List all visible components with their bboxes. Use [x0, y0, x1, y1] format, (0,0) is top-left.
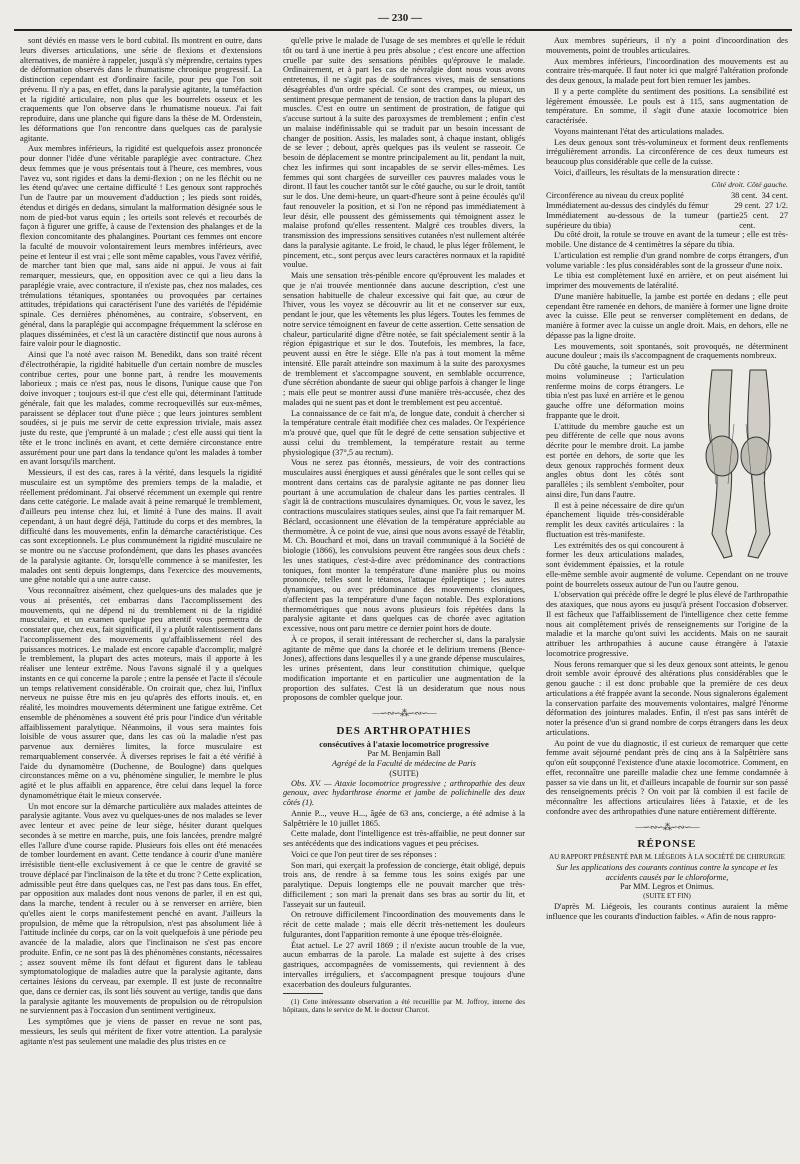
paragraph: Il y a perte complète du sentiment des positions. La sensibilité est légèrement émoussée. Le pouls est à 115, sans augmentation de température. En somme, il s'agit d'une ataxie locomotrice bien caractérisée. — [546, 86, 788, 125]
measurement-right: 38 cent. — [730, 191, 758, 201]
measurement-right: 25 cent. — [739, 210, 769, 220]
measurement-label: Immédiatement au-dessus des cindylés du fémur — [546, 201, 709, 210]
measurement-header: Côté droit. Côté gauche. — [711, 179, 788, 189]
reponse-title: RÉPONSE — [637, 838, 697, 851]
measurement-right: 29 cent. — [734, 201, 761, 210]
paragraph: Le tibia est complètement luxé en arrière, et on peut aisément lui imprimer des mouvements de latéralité. — [546, 271, 788, 290]
paragraph: À ce propos, il serait intéressant de rechercher si, dans la paralysie agitante de même que dans la chorée et le delirium tremens (Bence-Jones), affections dans lesquelles il y a une grande dépense musculaires, les urines présentent, dans leur constitution chimique, quelque modification importante et en particulier une augmentation de la proportion des sulfates. C'est là un desideratum que nous nous proposons de combler quelque jour. — [283, 634, 525, 703]
column-2 — [283, 36, 525, 1016]
paragraph: Aux membres inférieurs, la rigidité est quelquefois assez prononcée pour donner l'idée d'une véritable paraplégie avec contracture. Chez deux femmes que je vous présentais tout à l'heure, ces membres, vous l'avez vu, sont rigides et dans la demi-flexion ; on ne les fléchit ou ne les étend qu'avec une certaine difficulté ! Les genoux sont rapprochés l'un de l'autre par un mouvement d'adduction ; les pieds sont roidés, étendus et dirigés en dedans, simulant la malformation désignée sous le nom de pied-bot varus equin ; les orteils sont relevés et recourbés de façon à figurer une griffe, à cause de l'extension des phalanges et de la flexion concomitante des phalangines. Pourtant ces femmes ont encore la faculté de mouvoir volontairement leurs membres inférieurs, avec peine et lenteur il est vrai ; elle sont même capables, vous l'avez vérifié, de marcher tant bien que mal, sans aide ni appui. Je vous ai fait remarquer, messieurs, que, en opposition avec ce qui a lieu dans la paraplégie vraie, avec contracture, il n'existe pas, chez nos malades, ces trémulations tétaniques, spontanées ou provoquées par certaines attitudes, trépidations qui caractérisent l'une des variétés de l'épidémie spinale. Ces dernières phénomènes, au contraire, s'observent, en général, dans la paraplégie qui accompagne fréquemment la sclérose en plaques disséminées, et c'est là un caractère distinctif que nous aurons à faire valoir pour le diagnostic. — [20, 144, 262, 349]
paragraph: Les deux genoux sont très-volumineux et forment deux renflements irrégulièrement arrondis. La circonférence de ces deux tumeurs est beaucoup plus considérable que celle de la cuisse. — [546, 137, 788, 166]
article-author-title: Agrégé de la Faculté de médecine de Paris — [332, 759, 476, 768]
ornament-divider: —∽∾∽⁂∽∾∽— — [372, 708, 436, 718]
paragraph: Mais une sensation très-pénible encore qu'éprouvent les malades et que je n'ai trouvée mentionnée dans aucune description, c'est une sensation habituelle de chaleur excessive qui fait que, au cœur de l'hiver, vous les voyez se découvrir au lit et ne conserver sur eux, pendant le jour, que les vêtements les plus légers. Toutes les femmes de notre service témoignent en faveur de cette assertion. Cette sensation de chaleur, particularité digne d'être notée, se fait spécialement sentir à la région épigastrique et sur le dos. Toutefois, les membres, la face, peuvent aussi en être le siège. Elle n'a pas à tout moment la même intensité. Elle paraît atteindre son maximum à la suite des paroxysmes de tremblement et s'accompagne souvent, en semblable occurrence, d'une sécrétion abondante de sueur qui oblige parfois à changer le linge ; mais elle peut se montrer aussi d'une manière très-accusée, chez des malades qui ne suent pas et dont le tremblement est peu accentué. — [283, 271, 525, 407]
paragraph: Ainsi que l'a noté avec raison M. Benedikt, dans son traité récent d'électrothérapie, la rigidité habituelle d'un certain nombre de muscles contribue certes, pour une bonne part, à rendre les mouvements laborieux ; mais ce n'est pas, nous le disons, l'unique cause que l'on doive invoquer ; toujours est-il que c'est elle qui, déterminant l'attitude générale, fait que les malades, comme recroquevillés sur eux-mêmes, paraissent se déplacer tout d'une pièce ; que leurs jointures semblent soudées, si je puis me servir de cette expression triviale, mais assez juste du reste, que j'emprunté à un malade ; c'est elle aussi qui tient la tête et le tronc inclinés en avant, et cette dernière circonstance entre assurément pour une part dans la tendance qu'ont les malades à tomber en avant lorsqu'ils marchent. — [20, 350, 262, 467]
reponse-authors: Par MM. Legros et Onimus. — [619, 882, 715, 892]
article-subtitle: consécutives à l'ataxie locomotrice progressive — [319, 738, 489, 749]
measurement-row — [546, 191, 788, 201]
suite-label: (SUITE) — [389, 768, 419, 778]
paragraph: sont déviés en masse vers le bord cubital. Ils montrent en outre, dans leurs diverses articulations, une série de flexions et d'extensions alternatives, de manière à rappeler, jusqu'à s'y méprendre, certains types de déformation observés dans le rhumatisme chronique progressif. La distinction cependant est d'ordinaire facile, pour peu que l'on soit prévenu. Il n'y a pas, en effet, dans la paralysie agitante, la tuméfaction et la rigidité articulaire, non plus que les bourrelets osseux et les craquements que l'on observe dans le rhumatisme noueux. J'ai fait reproduire, dans une planche qui figure dans la thèse de M. Ordenstein, les déformations que l'on rencontre dans quelques cas de paralysie agitante. — [20, 36, 262, 143]
paragraph: Annie P..., veuve H..., âgée de 63 ans, concierge, a été admise à la Salpêtrière le 10 juillet 1865. — [283, 808, 525, 828]
column-1 — [20, 36, 262, 1047]
measurement-label: Immédiatement au-dessous de la tumeur (partie supérieure du tibia) — [546, 210, 740, 230]
paragraph: Voici ce que l'on peut tirer de ses réponses : — [291, 849, 437, 859]
paragraph: Les mouvements, soit spontanés, soit provoqués, ne déterminent aucune douleur ; mais ils s'accompagnent de craquements nombreux. — [546, 341, 788, 361]
paragraph: qu'elle prive le malade de l'usage de ses membres et qu'elle le réduit tôt ou tard à une inertie à peu près absolue ; c'est encore une affection cruelle par suite des sensations pénibles qu'éprouve le malade. Ordinairement, et à part les cas de névralgie dont nous vous avons entretenus, il ne s'agit pas de souffrances vives, mais de sensations désagréables d'un ordre spécial. Ce sont des crampes, ou mieux, un sentiment presque permanent de tension, de traction dans la plupart des muscles. C'est en outre un sentiment de prostration, de fatigue qui s'accuse surtout à la suite des paroxysmes de tremblement ; enfin c'est un malaise indéfinissable qui se traduit par un besoin incessant de changer de position. Assis, les malades sont, à chaque instant, obligés de se lever ; debout, après quelques pas ils veulent se rasseoir. Ce besoin de déplacement se montre principalement au lit, pendant la nuit, chez les infirmes qui sont incapables de se servir elles-mêmes. Les femmes qui sont chargées de surveiller ces pauvres malades vous le diront. Il faut les coucher tantôt sur le côté gauche, ou sur le droit, tantôt sur le dos. Une demi-heure, un quart-d'heure sont à peine écoulés qu'il faut renouveler la position, et si l'on ne répond pas immédiatement à leur désir, elle poussent des gémissements qui témoignent assez le malaise profond qu'elles ressentent. Malgré ces troubles divers, la transmission des impressions sensitives cutanées n'est nullement altérée dans la paralysie agitante. Le froid, le chaud, le plus léger frôlement, le pincement, etc., sont perçus avec leurs caractères normaux et la rapidité voulue. — [283, 36, 525, 270]
paragraph: Cette malade, dont l'intelligence est très-affaiblie, ne peut donner sur ses antécédents que des indications vagues et peu précises. — [283, 829, 525, 848]
reponse-subtitle: AU RAPPORT PRÉSENTÉ PAR M. LIÉGEOIS À LA SOCIÉTÉ DE CHIRURGIE — [549, 853, 785, 861]
header-rule — [14, 29, 792, 31]
footnote: (1) Cette intéressante observation a été recueillie par M. Joffroy, interne des hôpitaux, dans le service de M. le docteur Charcot. — [283, 998, 525, 1015]
paragraph: La connaissance de ce fait m'a, de longue date, conduit à chercher si la température centrale était modifiée chez ces malades. Or l'expérience m'a prouvé que, quel que fût le degré de cette sensation subjective et aussi celui du tremblement, la température restait au terme physiologique (37°,5 au rectum). — [283, 408, 525, 457]
paragraph: L'articulation est remplie d'un grand nombre de corps étrangers, d'un volume variable : les plus considérables sont de la grosseur d'une noix. — [546, 250, 788, 270]
observation-heading: Obs. XV. — Ataxie locomotrice progressive ; arthropathie des deux genoux, avec hydarthrose énorme et jambe de polichinelle des deux côtés (1). — [283, 778, 525, 807]
paragraph: Il est à peine nécessaire de dire qu'un épanchement liquide très-considérable remplit les deux cavités articulaires : la fluctuation est très-manifeste. — [546, 500, 684, 539]
paragraph: Un mot encore sur la démarche particulière aux malades atteintes de paralysie agitante. Vous avez vu quelques-unes de nos malades se lever avec lenteur et avec peine de leur siège, hésiter durant quelques secondes à se mettre en marche, puis, une fois lancées, prendre malgré elles l'allure d'une course rapide. Plusieurs fois elles ont été menacées de tomber lourdement en avant. Cette tendance à courir d'une manière irrésistible tient-elle exclusivement à ce que le centre de gravité se trouve déplacé par l'inclinaison de la tête et du tronc ? Cette explication, admissible peut être dans quelques cas, ne l'est pas dans tous. En effet, par opposition aux malades dont nous venons de parler, il en est qui, dans la marche, tendent à reculer ou à se renverser en arrière, bien qu'elles aient le corps manifestement penché en avant. J'ailleurs la propulsion, de même que la rétropulsion, n'est pas absolument liée à l'attitude inclinée du corps, car on la voit quelquefois à une période peu avancée de la maladie, alors que l'inclinaison ne s'est pas encore produite. Enfin, ce ne sont pas là des phénomènes constants, nécessaires ; assez souvent même ils font défaut et figurent dans le tableau symptomatologique de maladies autre que la paralysie agitante, dans certaines lésions du cerveau, par exemple. Il est juste de reconnaître que, dans ce dernier cas, ils sont liés souvent au vertige, tandis que dans la paralysie agitante les mouvements de propulsion ou de rétropulsion ne surviennent pas à l'occasion d'un sentiment vertigineux. — [20, 801, 262, 1016]
paragraph: D'une manière habituelle, la jambe est portée en dedans ; elle peut cependant être ramenée en dehors, de manière à former une ligne droite avec la cuisse. Elle peut se renverser complètement en dedans, de manière à former avec la cuisse un angle droit. Mais, en dehors, elle ne dépasse pas la ligne droite. — [546, 291, 788, 340]
measurement-label: Circonférence au niveau du creux poplité — [546, 191, 684, 201]
article-author: Par M. Benjamin Ball — [367, 749, 441, 759]
paragraph: On retrouve difficilement l'incoordination des mouvements dans le récit de cette malade ; mais elle décrit très-nettement les douleurs fulgurantes, dont l'apparition remonte à une époque très-éloignée. — [283, 910, 525, 939]
ornament-divider: —∽∾∽⁂∽∾∽— — [635, 821, 699, 832]
column-3 — [546, 36, 788, 922]
paragraph: L'attitude du membre gauche est un peu différente de celle que nous avons décrite pour le membre droit. La jambe est portée en dehors, de sorte que les deux genoux rapprochés forment deux angles obtus dont les côtés sont parallèles ; ils semblent s'emboîter, pour ainsi dire, l'un dans l'autre. — [546, 421, 684, 499]
measurement-table — [546, 191, 788, 230]
paragraph: L'observation qui précède offre le degré le plus élevé de l'arthropathie des ataxiques, que nous ayons eu jusqu'à présent l'occasion d'observer. Il est fâcheux que l'affaiblissement de l'intelligence chez cette femme nous ait complètement privés de renseignements sur l'origine de la maladie et la marche qu'ont suivi les accidents. Mais on ne saurait attribuer les arthropathies à aucune cause étrangère à l'ataxie locomotrice progressive. — [546, 590, 788, 658]
legs-illustration — [690, 364, 788, 564]
paragraph: Du côté gauche, la tumeur est un peu moins volumineuse ; l'articulation renferme moins de corps étrangers. Le tibia n'est pas luxé en arrière et le genou gauche offre une déformation moins frappante que le droit. — [546, 362, 684, 420]
paragraph: Les extrémités des os qui concourent à former les deux articulations malades, sont évidemment épaissies, et la rotule elle-même semble avoir augmenté de volume. Cependant on ne trouve point de bourrelets osseux autour de l'un ou l'autre genou. — [546, 540, 788, 589]
paragraph: Vous ne serez pas étonnés, messieurs, de voir des contractions musculaires aussi énergiques et aussi générales que le sont celles qui se montrent dans certains cas de paralysie agitante ne pas donner lieu pourtant à une accumulation de chaleur dans les parties centrales. Il s'agit là de contractions musculaires dynamiques. Or, vous le savez, les contractions musculaires statiques seules, ainsi que l'a fait remarquer M. Béclard, occasionnent une élévation de la température appréciable au thermomètre. À ce point de vue, ainsi que nous avons essayé de l'établir, M. Ch. Bouchard et moi, dans un travail communiqué à la Société de biologie (1866), les convulsions peuvent être rangées sous deux chefs : les unes statiques, c'est-à-dire avec prédominance des contractions toniques, font monter la température d'une manière plus ou moins prononcée, telles sont le tétanos, l'attaque épileptique ; les autres dynamiques, ou avec prédominance des mouvements cloniques, n'affectent pas la température d'une façon notable. Des explorations thermométriques que nous avons plusieurs fois répétées dans la paralysie agitante et dans quelques cas de chorée avec agitation excessive, nous ont paru mettre ce dernier point hors de doute. — [283, 458, 525, 633]
reponse-suite: (SUITE ET FIN) — [643, 892, 691, 900]
paragraph: Son mari, qui exerçait la profession de concierge, était obligé, depuis trois ans, de rendre à sa femme tous les soins exigés par une paralytique. Depuis longtemps elle ne pouvait marcher que très-difficilement ; son mari la prenait dans ses bras au sortir du lit, et l'asseyait sur un fauteuil. — [283, 860, 525, 909]
measurement-left: 27 1/2. — [764, 201, 788, 210]
measurement-row — [546, 211, 788, 231]
paragraph: État actuel. Le 27 avril 1869 ; il n'existe aucun trouble de la vue, aucun embarras de la parole. La malade est sujette à des crises gastriques, accompagnées de vomissements, qui reviennent à des intervalles irréguliers, et s'accompagnent presque toujours d'une exacerbation des douleurs fulgurantes. — [283, 940, 525, 989]
paragraph: Nous ferons remarquer que si les deux genoux sont atteints, le genou droit semble avoir éprouvé des altérations plus considérables que le genou gauche : il est donc probable que la première de ces deux articulations a été frappée avant la seconde. Nous signalerons également la conservation parfaite des mouvements volontaires, malgré l'énorme déformation des jointures malades. Enfin, il n'est pas sans intérêt de noter la présence d'un si grand nombre de corps étrangers dans les deux articulations. — [546, 659, 788, 737]
measurement-row — [546, 201, 788, 211]
paragraph: Aux membres supérieurs, il n'y a point d'incoordination des mouvements, point de troubles articulaires. — [546, 36, 788, 55]
paragraph: Messieurs, il est des cas, rares à la vérité, dans lesquels la rigidité musculaire est un symptôme des premiers temps de la maladie, et réellement prédominant. J'ai observé récemment un exemple qui rentre dans cette catégorie. Le malade avait à peine remarqué le tremblement, d'ailleurs peu intense chez lui, et limité à l'une des mains. Il avait cependant, à un haut degré déjà, l'attitude du corps et des membres, la difficulté dans les mouvements, enfin la démarche caractéristique. Ces cas sont exceptionnels. Le plus communément la rigidité musculaire ne se montre ou ne s'accuse profondément, que dans les phases avancées de la paralysie agitante. Or, lorsqu'elle commence à se manifester, les malades ont senti depuis longtemps, dans l'exercice des mouvements, une gêne notable qui a une autre cause. — [20, 468, 262, 585]
reponse-topic: Sur les applications des courants continus contre la syncope et les accidents causés par le chloroforme, — [556, 862, 778, 882]
measurement-left: 34 cent. — [761, 191, 788, 201]
footnote-rule — [283, 993, 323, 994]
paragraph: Voici, d'ailleurs, les résultats de la mensuration directe : — [554, 167, 740, 177]
paragraph: Les symptômes que je viens de passer en revue ne sont pas, messieurs, les seuls qui méritent de fixer votre attention. La paralysie agitante n'est pas seulement une maladie des plus tristes en ce — [20, 1017, 262, 1046]
measurement-left: 27 cent. — [739, 210, 788, 230]
paragraph: Voyons maintenant l'état des articulations malades. — [554, 126, 725, 136]
paragraph: Vous reconnaîtrez aisément, chez quelques-uns des malades que je vous ai présentés, cet embarras dans l'accomplissement des mouvements, qui ne dépend ni du tremblement ni de la rigidité musculaire, et un examen quelque peu attentif vous permettra de constater que, chez eux, fait significatif, il y a plutôt ralentissement dans l'accomplissement des mouvements qu'affaiblissement réel des puissances motrices. Le malade est encore capable d'accomplir, malgré le tremblement, la plupart des actes moteurs, mais il apporte à les réaliser une lenteur extrême. Nous l'avons signalé il y a quelques instants en ce qui concerne la parole ; entre la pensée et l'acte il s'écoule un temps relativement considérable. On croirait que, chez lui, l'influx nerveux ne puisse être mis en jeu qu'après des efforts inouïs. et, en réalité, les moindres mouvements déterminent une fatigue extrême. Cet ensemble de phénomènes a souvent été pris pour l'indice d'un véritable affaiblissement paralytique. Néanmoins, il vous sera maintes fois loisible de vous assurer que, dans les cas où la maladie n'est pas parvenue aux dernières limites, la force musculaire est remarquablement conservée. À diverses reprises le fait a été vérifié à l'aide du dynamomètre (Duchenne, de Boulogne) dans quelques circonstances même on a vu, phénomène singulier, le membre le plus agité et le plus affaibli en apparence, être celui dans lequel la force dynamométrique était le mieux conservée. — [20, 586, 262, 800]
paragraph: Au point de vue du diagnostic, il est curieux de remarquer que cette femme avait séjourné pendant près de cinq ans à la Salpêtrière sans qu'on eût soupçonné l'existence d'une ataxie locomotrice. Comment, en effet, reconnaître une pareille maladie chez une femme condamnée à passer sa vie dans un lit, et d'ailleurs incapable de fournir sur son passé des renseignements précis ? On voit par là combien il est facile de méconnaître les affections articulaires liées à l'ataxie, et de les confondre avec des arthropathies d'une nature entièrement différente. — [546, 738, 788, 816]
paragraph: Du côté droit, la rotule se trouve en avant de la tumeur ; elle est très-mobile. Une distance de 4 centimètres la sépare du tibia. — [546, 230, 788, 249]
article-title: DES ARTHROPATHIES — [336, 724, 472, 737]
page-number: — 230 — — [378, 12, 422, 24]
paragraph: Aux membres inférieurs, l'incoordination des mouvements est au contraire très-marquée. Il faut noter ici que malgré l'altération profonde des deux genoux, la malade peut fort bien remuer les jambes. — [546, 56, 788, 85]
paragraph: D'après M. Liégeois, les courants continus auraient la même influence que les courants d'induction faibles. « Afin de nous rappro- — [546, 901, 788, 921]
